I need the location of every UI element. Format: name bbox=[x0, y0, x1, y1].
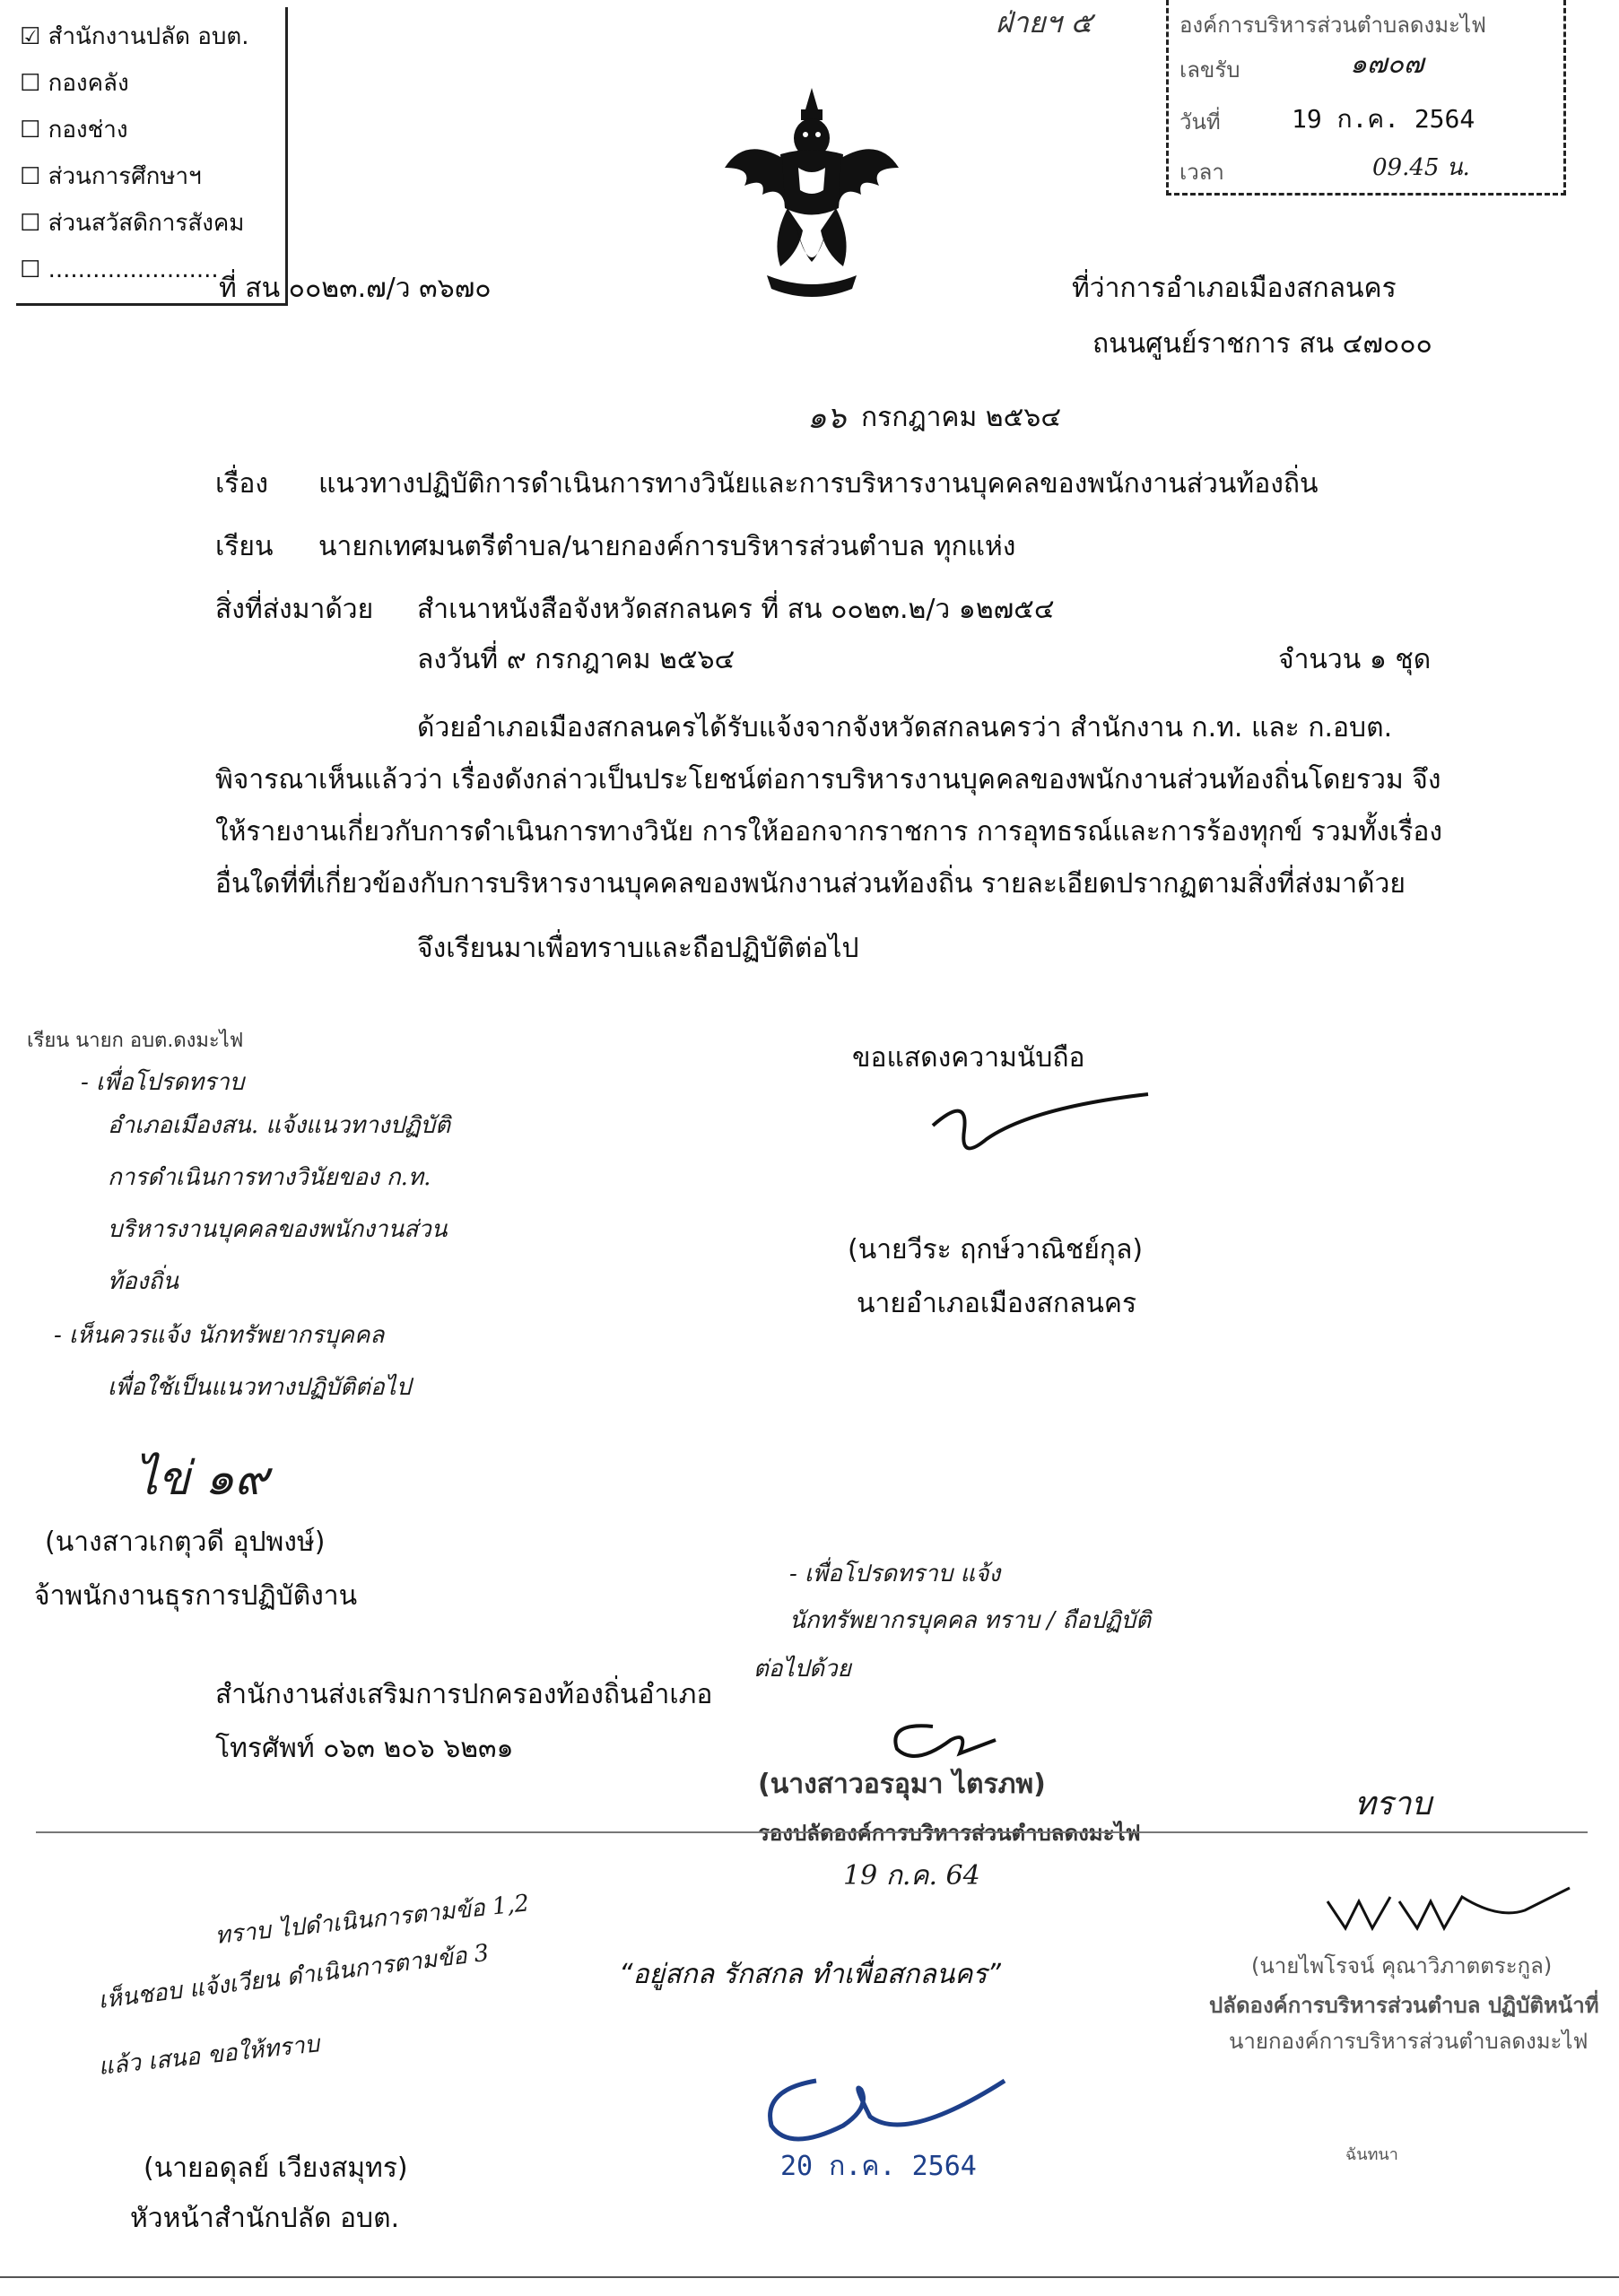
enclosure-quantity: จำนวน ๑ ชุด bbox=[1278, 644, 1432, 675]
notes-left-signer-title: จ้าพนักงานธุรการปฏิบัติงาน bbox=[34, 1580, 358, 1612]
notes-left-line-3: การดำเนินการทางวินัยของ ก.ท. bbox=[108, 1164, 431, 1191]
notes-left-line-5: ท้องถิ่น bbox=[108, 1268, 178, 1295]
body-line-2: พิจารณาเห็นแล้วว่า เรื่องดังกล่าวเป็นประโยชน์ต่อการบริหารงานบุคคลของพนักงานส่วนท้องถิ่นโดยรวม จึง bbox=[215, 764, 1441, 796]
body-line-3: ให้รายงานเกี่ยวกับการดำเนินการทางวินัย การให้ออกจากราชการ การอุทธรณ์และการร้องทุกข์ รวมทั้งเรื่อง bbox=[215, 816, 1442, 848]
reference-number: ที่ สน ๐๐๒๓.๗/ว ๓๖๗๐ bbox=[219, 273, 492, 304]
page-bottom-line bbox=[0, 2276, 1619, 2278]
body-line-4: อื่นใดที่ที่เกี่ยวข้องกับการบริหารงานบุคคลของพนักงานส่วนท้องถิ่น รายละเอียดปรากฏตามสิ่งที่ส่งมาด้วย bbox=[215, 868, 1406, 900]
notes-bottom-signer-title: หัวหน้าสำนักปลัด อบต. bbox=[130, 2203, 400, 2234]
regards: ขอแสดงความนับถือ bbox=[852, 1042, 1085, 1074]
closing-line: จึงเรียนมาเพื่อทราบและถือปฏิบัติต่อไป bbox=[417, 933, 859, 964]
main-signature bbox=[915, 1076, 1184, 1175]
right-signature bbox=[1319, 1874, 1588, 1946]
footer-phone: โทรศัพท์ ๐๖๓ ๒๐๖ ๖๒๓๑ bbox=[215, 1733, 514, 1764]
notes-left-initials: ไข่ ๑๙ bbox=[135, 1452, 269, 1506]
routing-item-6: ☐ ....................... bbox=[20, 257, 219, 283]
notes-middle-line-1: - เพื่อโปรดทราบ แจ้ง bbox=[789, 1561, 1001, 1587]
notes-left-heading: เรียน นายก อบต.ดงมะไฟ bbox=[27, 1030, 244, 1052]
slogan: “อยู่สกล รักสกล ทำเพื่อสกลนคร” bbox=[619, 1959, 1001, 1990]
notes-middle-signer-title: รองปลัดองค์การบริหารส่วนตำบลดงมะไฟ bbox=[758, 1821, 1141, 1846]
receipt-reg-value: ๑๗๐๗ bbox=[1350, 48, 1424, 80]
notes-left-line-7: เพื่อใช้เป็นแนวทางปฏิบัติต่อไป bbox=[108, 1374, 412, 1401]
blue-signature bbox=[753, 2054, 1023, 2161]
notes-left-line-4: บริหารงานบุคคลของพนักงานส่วน bbox=[108, 1216, 448, 1243]
notes-left-line-1: - เพื่อโปรดทราบ bbox=[81, 1069, 245, 1096]
to-label: เรียน bbox=[215, 531, 274, 562]
routing-item-4: ☐ ส่วนการศึกษาฯ bbox=[20, 163, 202, 190]
middle-signature bbox=[879, 1704, 1023, 1776]
notes-right-signer-name: (นายไพโรจน์ คุณาวิภาตตระกูล) bbox=[1251, 1953, 1553, 1979]
notes-right-signer-title-1: ปลัดองค์การบริหารส่วนตำบล ปฏิบัติหน้าที่ bbox=[1209, 1993, 1599, 2018]
routing-item-3: ☐ กองช่าง bbox=[20, 117, 128, 144]
notes-left-line-6: - เห็นควรแจ้ง นักทรัพยากรบุคคล bbox=[54, 1322, 385, 1349]
routing-list bbox=[20, 23, 249, 303]
office-line-2: ถนนศูนย์ราชการ สน ๔๗๐๐๐ bbox=[1092, 328, 1432, 360]
notes-middle-signer-name: (นางสาวอรอุมา ไตรภพ) bbox=[758, 1769, 1046, 1800]
footer-office: สำนักงานส่งเสริมการปกครองท้องถิ่นอำเภอ bbox=[215, 1679, 713, 1710]
garuda-emblem-icon bbox=[718, 83, 906, 307]
routing-item-2: ☐ กองคลัง bbox=[20, 70, 129, 97]
enclosure-label: สิ่งที่ส่งมาด้วย bbox=[215, 594, 374, 625]
document-date: กรกฎาคม ๒๕๖๔ bbox=[861, 402, 1062, 433]
notes-middle-date: 19 ก.ค. 64 bbox=[843, 1860, 980, 1892]
routing-item-5: ☐ ส่วนสวัสดิการสังคม bbox=[20, 210, 245, 237]
receipt-date-label: วันที่ bbox=[1179, 109, 1221, 135]
receipt-time-value: 09.45 น. bbox=[1372, 154, 1470, 181]
header-scribble: ฝ่ายฯ ๕ bbox=[996, 5, 1092, 39]
notes-middle-line-3: ต่อไปด้วย bbox=[753, 1656, 851, 1683]
bottom-date-stamp: 20 ก.ค. 2564 bbox=[780, 2151, 977, 2182]
body-line-1: ด้วยอำเภอเมืองสกลนครได้รับแจ้งจากจังหวัดสกลนครว่า สำนักงาน ก.ท. และ ก.อบต. bbox=[417, 712, 1393, 744]
receipt-reg-label: เลขรับ bbox=[1179, 57, 1240, 83]
to-text: นายกเทศมนตรีตำบล/นายกองค์การบริหารส่วนตำบล ทุกแห่ง bbox=[318, 531, 1016, 562]
date-day-handwritten: ๑๖ bbox=[807, 400, 847, 436]
notes-bottom-signer-name: (นายอดุลย์ เวียงสมุทร) bbox=[144, 2152, 408, 2184]
subject-text: แนวทางปฏิบัติการดำเนินการทางวินัยและการบริหารงานบุคคลของพนักงานส่วนท้องถิ่น bbox=[318, 468, 1319, 500]
notes-left-signer-name: (นางสาวเกตุวดี อุปพงษ์) bbox=[45, 1526, 326, 1558]
notes-left-line-2: อำเภอเมืองสน. แจ้งแนวทางปฏิบัติ bbox=[108, 1112, 450, 1139]
notes-right-signer-title-2: นายกองค์การบริหารส่วนตำบลดงมะไฟ bbox=[1229, 2029, 1589, 2054]
receipt-time-label: เวลา bbox=[1179, 160, 1224, 185]
notes-bottom-line-2: เห็นชอบ แจ้งเวียน ดำเนินการตามข้อ 3 bbox=[97, 1939, 491, 2014]
notes-right-small-note: ฉันทนา bbox=[1345, 2145, 1398, 2164]
subject-label: เรื่อง bbox=[215, 468, 269, 500]
routing-item-1: ☑ สำนักงานปลัด อบต. bbox=[20, 23, 249, 50]
notes-right-initials: ทราบ bbox=[1354, 1786, 1432, 1822]
receipt-date-value: 19 ก.ค. 2564 bbox=[1292, 104, 1475, 134]
notes-bottom-line-3: แล้ว เสนอ ขอให้ทราบ bbox=[97, 2031, 321, 2081]
enclosure-line-2: ลงวันที่ ๙ กรกฎาคม ๒๕๖๔ bbox=[417, 644, 736, 675]
main-signer-title: นายอำเภอเมืองสกลนคร bbox=[857, 1288, 1137, 1319]
notes-middle-line-2: นักทรัพยากรบุคคล ทราบ / ถือปฏิบัติ bbox=[789, 1607, 1151, 1634]
office-line-1: ที่ว่าการอำเภอเมืองสกลนคร bbox=[1072, 273, 1397, 304]
enclosure-line-1: สำเนาหนังสือจังหวัดสกลนคร ที่ สน ๐๐๒๓.๒/ว ๑๒๗๕๔ bbox=[417, 594, 1055, 625]
footer-divider bbox=[36, 1831, 1588, 1833]
main-signer-name: (นายวีระ ฤกษ์วาณิชย์กุล) bbox=[848, 1234, 1144, 1265]
receipt-stamp-org: องค์การบริหารส่วนตำบลดงมะไฟ bbox=[1179, 13, 1487, 38]
notes-bottom-line-1: ทราบ ไปดำเนินการตามข้อ 1,2 bbox=[213, 1890, 531, 1950]
